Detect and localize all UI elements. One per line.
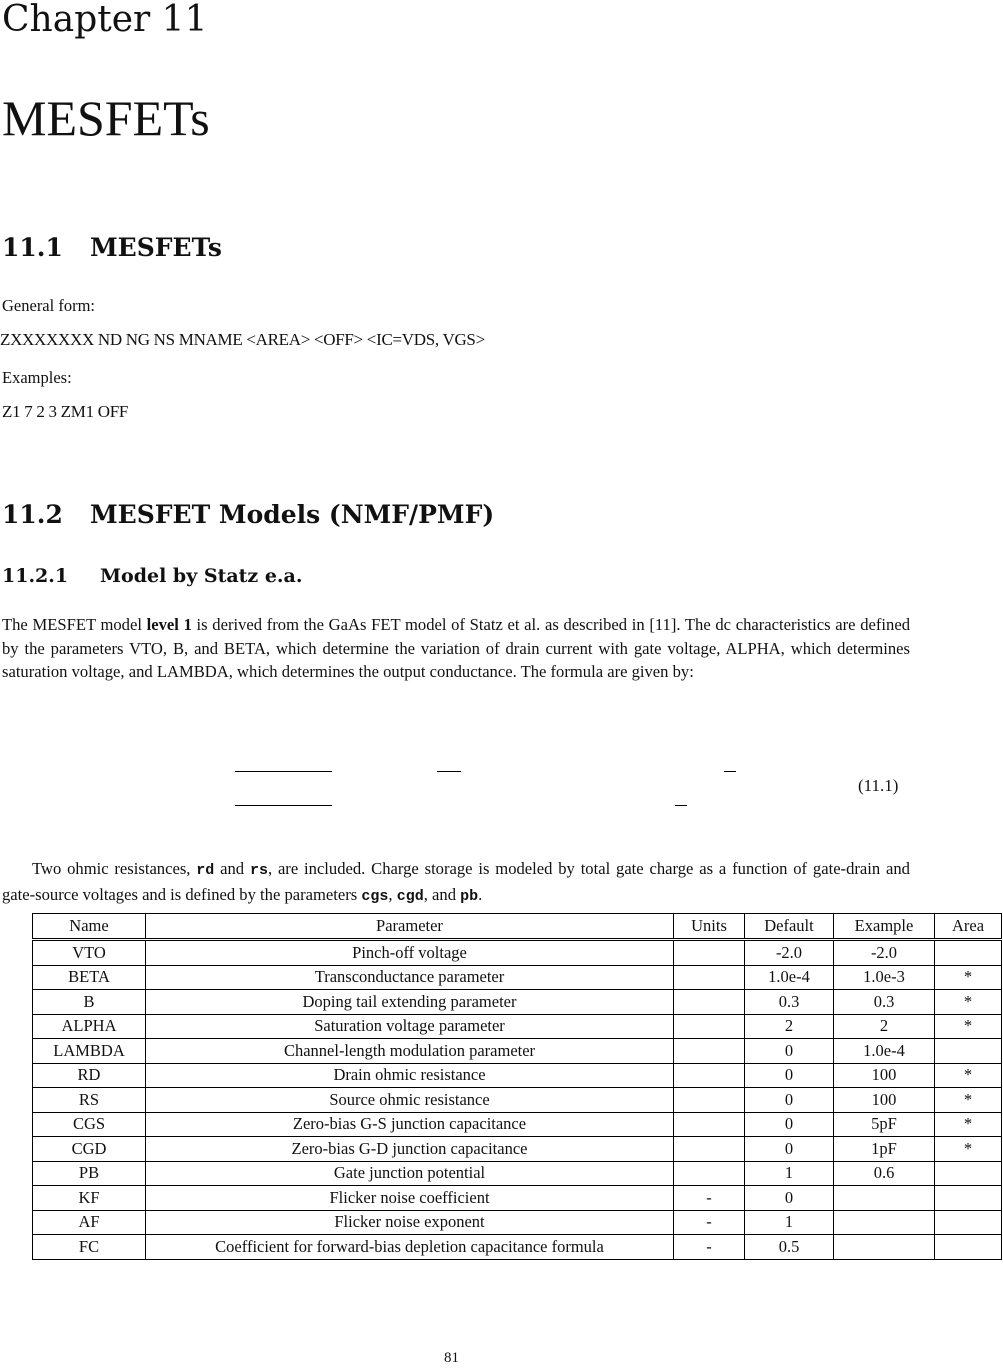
cell-area: * [935, 1063, 1002, 1088]
chapter-label: Chapter 11 [2, 0, 208, 40]
equation-fraction-bar [724, 771, 736, 772]
cell-units [674, 965, 745, 990]
subsection-heading-11-2-1 [2, 564, 302, 588]
cell-name: ALPHA [33, 1014, 146, 1039]
para-text: and [214, 859, 250, 878]
para-text: is derived from the GaAs FET model of Statz et al. as described in [11]. The dc characteristics are defined by the parameters VTO, B, and BETA, which determine the variation of drain current with gate voltage, ALPHA, which determines saturation voltage, and LAMBDA, which determines the output conductance. The formula are given by: [2, 615, 910, 681]
cell-area: * [935, 1112, 1002, 1137]
cell-example: 1.0e-4 [834, 1039, 935, 1064]
para-bold-text: level 1 [146, 615, 192, 634]
cell-parameter: Saturation voltage parameter [146, 1014, 674, 1039]
code-rs: rs [249, 862, 268, 879]
cell-default: 1.0e-4 [745, 965, 834, 990]
cell-area: * [935, 1137, 1002, 1162]
cell-area: * [935, 1088, 1002, 1113]
cell-units [674, 940, 745, 966]
page-number: 81 [444, 1350, 459, 1366]
cell-units [674, 1161, 745, 1186]
cell-area: * [935, 990, 1002, 1015]
cell-parameter: Channel-length modulation parameter [146, 1039, 674, 1064]
cell-name: RS [33, 1088, 146, 1113]
cell-area: * [935, 965, 1002, 990]
paragraph-charge-storage [2, 857, 910, 908]
cell-parameter: Zero-bias G-D junction capacitance [146, 1137, 674, 1162]
table-row [33, 1112, 1002, 1137]
general-form-syntax: ZXXXXXXX ND NG NS MNAME <AREA> <OFF> <IC=VDS, VGS> [0, 330, 485, 349]
cell-example: 100 [834, 1088, 935, 1113]
cell-default: -2.0 [745, 940, 834, 966]
cell-example [834, 1235, 935, 1260]
cell-example: -2.0 [834, 940, 935, 966]
para-text: Two ohmic resistances, [32, 859, 197, 878]
section-heading-11-2 [2, 500, 494, 530]
cell-area: * [935, 1014, 1002, 1039]
cell-example: 1pF [834, 1137, 935, 1162]
cell-units: - [674, 1235, 745, 1260]
para-text: . [478, 884, 483, 904]
subsection-title: Model by Statz e.a. [100, 565, 303, 587]
table-row [33, 1063, 1002, 1088]
table-row [33, 1137, 1002, 1162]
section-number: 11.1 [2, 233, 63, 262]
para-text: , and [423, 884, 461, 904]
cell-default: 0.5 [745, 1235, 834, 1260]
cell-units: - [674, 1186, 745, 1211]
cell-example: 100 [834, 1063, 935, 1088]
cell-parameter: Coefficient for forward-bias depletion capacitance formula [146, 1235, 674, 1260]
section-number: 11.2 [2, 500, 63, 529]
cell-parameter: Flicker noise coefficient [146, 1186, 674, 1211]
cell-parameter: Pinch-off voltage [146, 940, 674, 966]
para-text: The MESFET model [2, 615, 147, 634]
cell-default: 0 [745, 1137, 834, 1162]
header-default: Default [745, 914, 834, 940]
cell-default: 1 [745, 1210, 834, 1235]
chapter-title: MESFETs [2, 90, 210, 146]
para-text: , are included. Charge storage is modeled by total gate charge as a function of gate-drain and gate-source voltages and is defined by the parameters [2, 859, 910, 904]
table-row [33, 1014, 1002, 1039]
cell-units [674, 1137, 745, 1162]
cell-parameter: Drain ohmic resistance [146, 1063, 674, 1088]
equation-fraction-bar [437, 771, 461, 772]
code-cgs: cgs [361, 887, 389, 905]
cell-units [674, 1063, 745, 1088]
cell-parameter: Source ohmic resistance [146, 1088, 674, 1113]
header-example: Example [834, 914, 935, 940]
cell-units: - [674, 1210, 745, 1235]
cell-default: 0 [745, 1186, 834, 1211]
cell-default: 0 [745, 1039, 834, 1064]
cell-name: CGS [33, 1112, 146, 1137]
table-body [33, 940, 1002, 1260]
cell-name: KF [33, 1186, 146, 1211]
cell-name: VTO [33, 940, 146, 966]
code-cgd: cgd [396, 887, 424, 905]
cell-units [674, 1112, 745, 1137]
cell-name: PB [33, 1161, 146, 1186]
para-text: , [388, 884, 397, 904]
cell-area [935, 1210, 1002, 1235]
section-heading-11-1 [2, 233, 222, 263]
cell-default: 0 [745, 1063, 834, 1088]
table-row [33, 965, 1002, 990]
cell-default: 0.3 [745, 990, 834, 1015]
cell-default: 2 [745, 1014, 834, 1039]
cell-name: CGD [33, 1137, 146, 1162]
cell-default: 0 [745, 1112, 834, 1137]
equation-fraction-bar [675, 805, 687, 806]
table-row [33, 940, 1002, 966]
cell-example [834, 1186, 935, 1211]
cell-name: FC [33, 1235, 146, 1260]
subsection-number: 11.2.1 [2, 565, 69, 587]
equation-fraction-bar [235, 805, 332, 806]
header-units: Units [674, 914, 745, 940]
cell-parameter: Zero-bias G-S junction capacitance [146, 1112, 674, 1137]
cell-default: 0 [745, 1088, 834, 1113]
cell-example: 5pF [834, 1112, 935, 1137]
cell-name: B [33, 990, 146, 1015]
cell-area [935, 1186, 1002, 1211]
table-row [33, 1235, 1002, 1260]
section-title: MESFET Models (NMF/PMF) [90, 500, 495, 529]
cell-parameter: Transconductance parameter [146, 965, 674, 990]
cell-parameter: Gate junction potential [146, 1161, 674, 1186]
cell-name: BETA [33, 965, 146, 990]
example-line: Z1 7 2 3 ZM1 OFF [2, 402, 129, 421]
cell-units [674, 1014, 745, 1039]
cell-parameter: Flicker noise exponent [146, 1210, 674, 1235]
header-parameter: Parameter [146, 914, 674, 940]
cell-example [834, 1210, 935, 1235]
table-row [33, 1039, 1002, 1064]
cell-default: 1 [745, 1161, 834, 1186]
cell-area [935, 1039, 1002, 1064]
cell-example: 2 [834, 1014, 935, 1039]
cell-name: AF [33, 1210, 146, 1235]
cell-area [935, 940, 1002, 966]
cell-parameter: Doping tail extending parameter [146, 990, 674, 1015]
table-row [33, 990, 1002, 1015]
cell-area [935, 1161, 1002, 1186]
cell-name: RD [33, 1063, 146, 1088]
cell-units [674, 1088, 745, 1113]
examples-label: Examples: [2, 368, 72, 387]
cell-units [674, 1039, 745, 1064]
cell-example: 0.3 [834, 990, 935, 1015]
general-form-label: General form: [2, 296, 95, 315]
table-row [33, 1210, 1002, 1235]
header-name: Name [33, 914, 146, 940]
cell-example: 0.6 [834, 1161, 935, 1186]
cell-name: LAMBDA [33, 1039, 146, 1064]
paragraph-model-description [2, 613, 910, 684]
cell-units [674, 990, 745, 1015]
code-pb: pb [460, 887, 479, 905]
cell-area [935, 1235, 1002, 1260]
table-row [33, 1186, 1002, 1211]
table-row [33, 1161, 1002, 1186]
table-row [33, 1088, 1002, 1113]
mesfet-parameter-table [32, 913, 1002, 1260]
cell-example: 1.0e-3 [834, 965, 935, 990]
code-rd: rd [196, 862, 215, 879]
table-header-row [33, 914, 1002, 940]
header-area: Area [935, 914, 1002, 940]
equation-fraction-bar [235, 771, 332, 772]
section-title: MESFETs [90, 233, 222, 262]
equation-number: (11.1) [858, 776, 899, 795]
